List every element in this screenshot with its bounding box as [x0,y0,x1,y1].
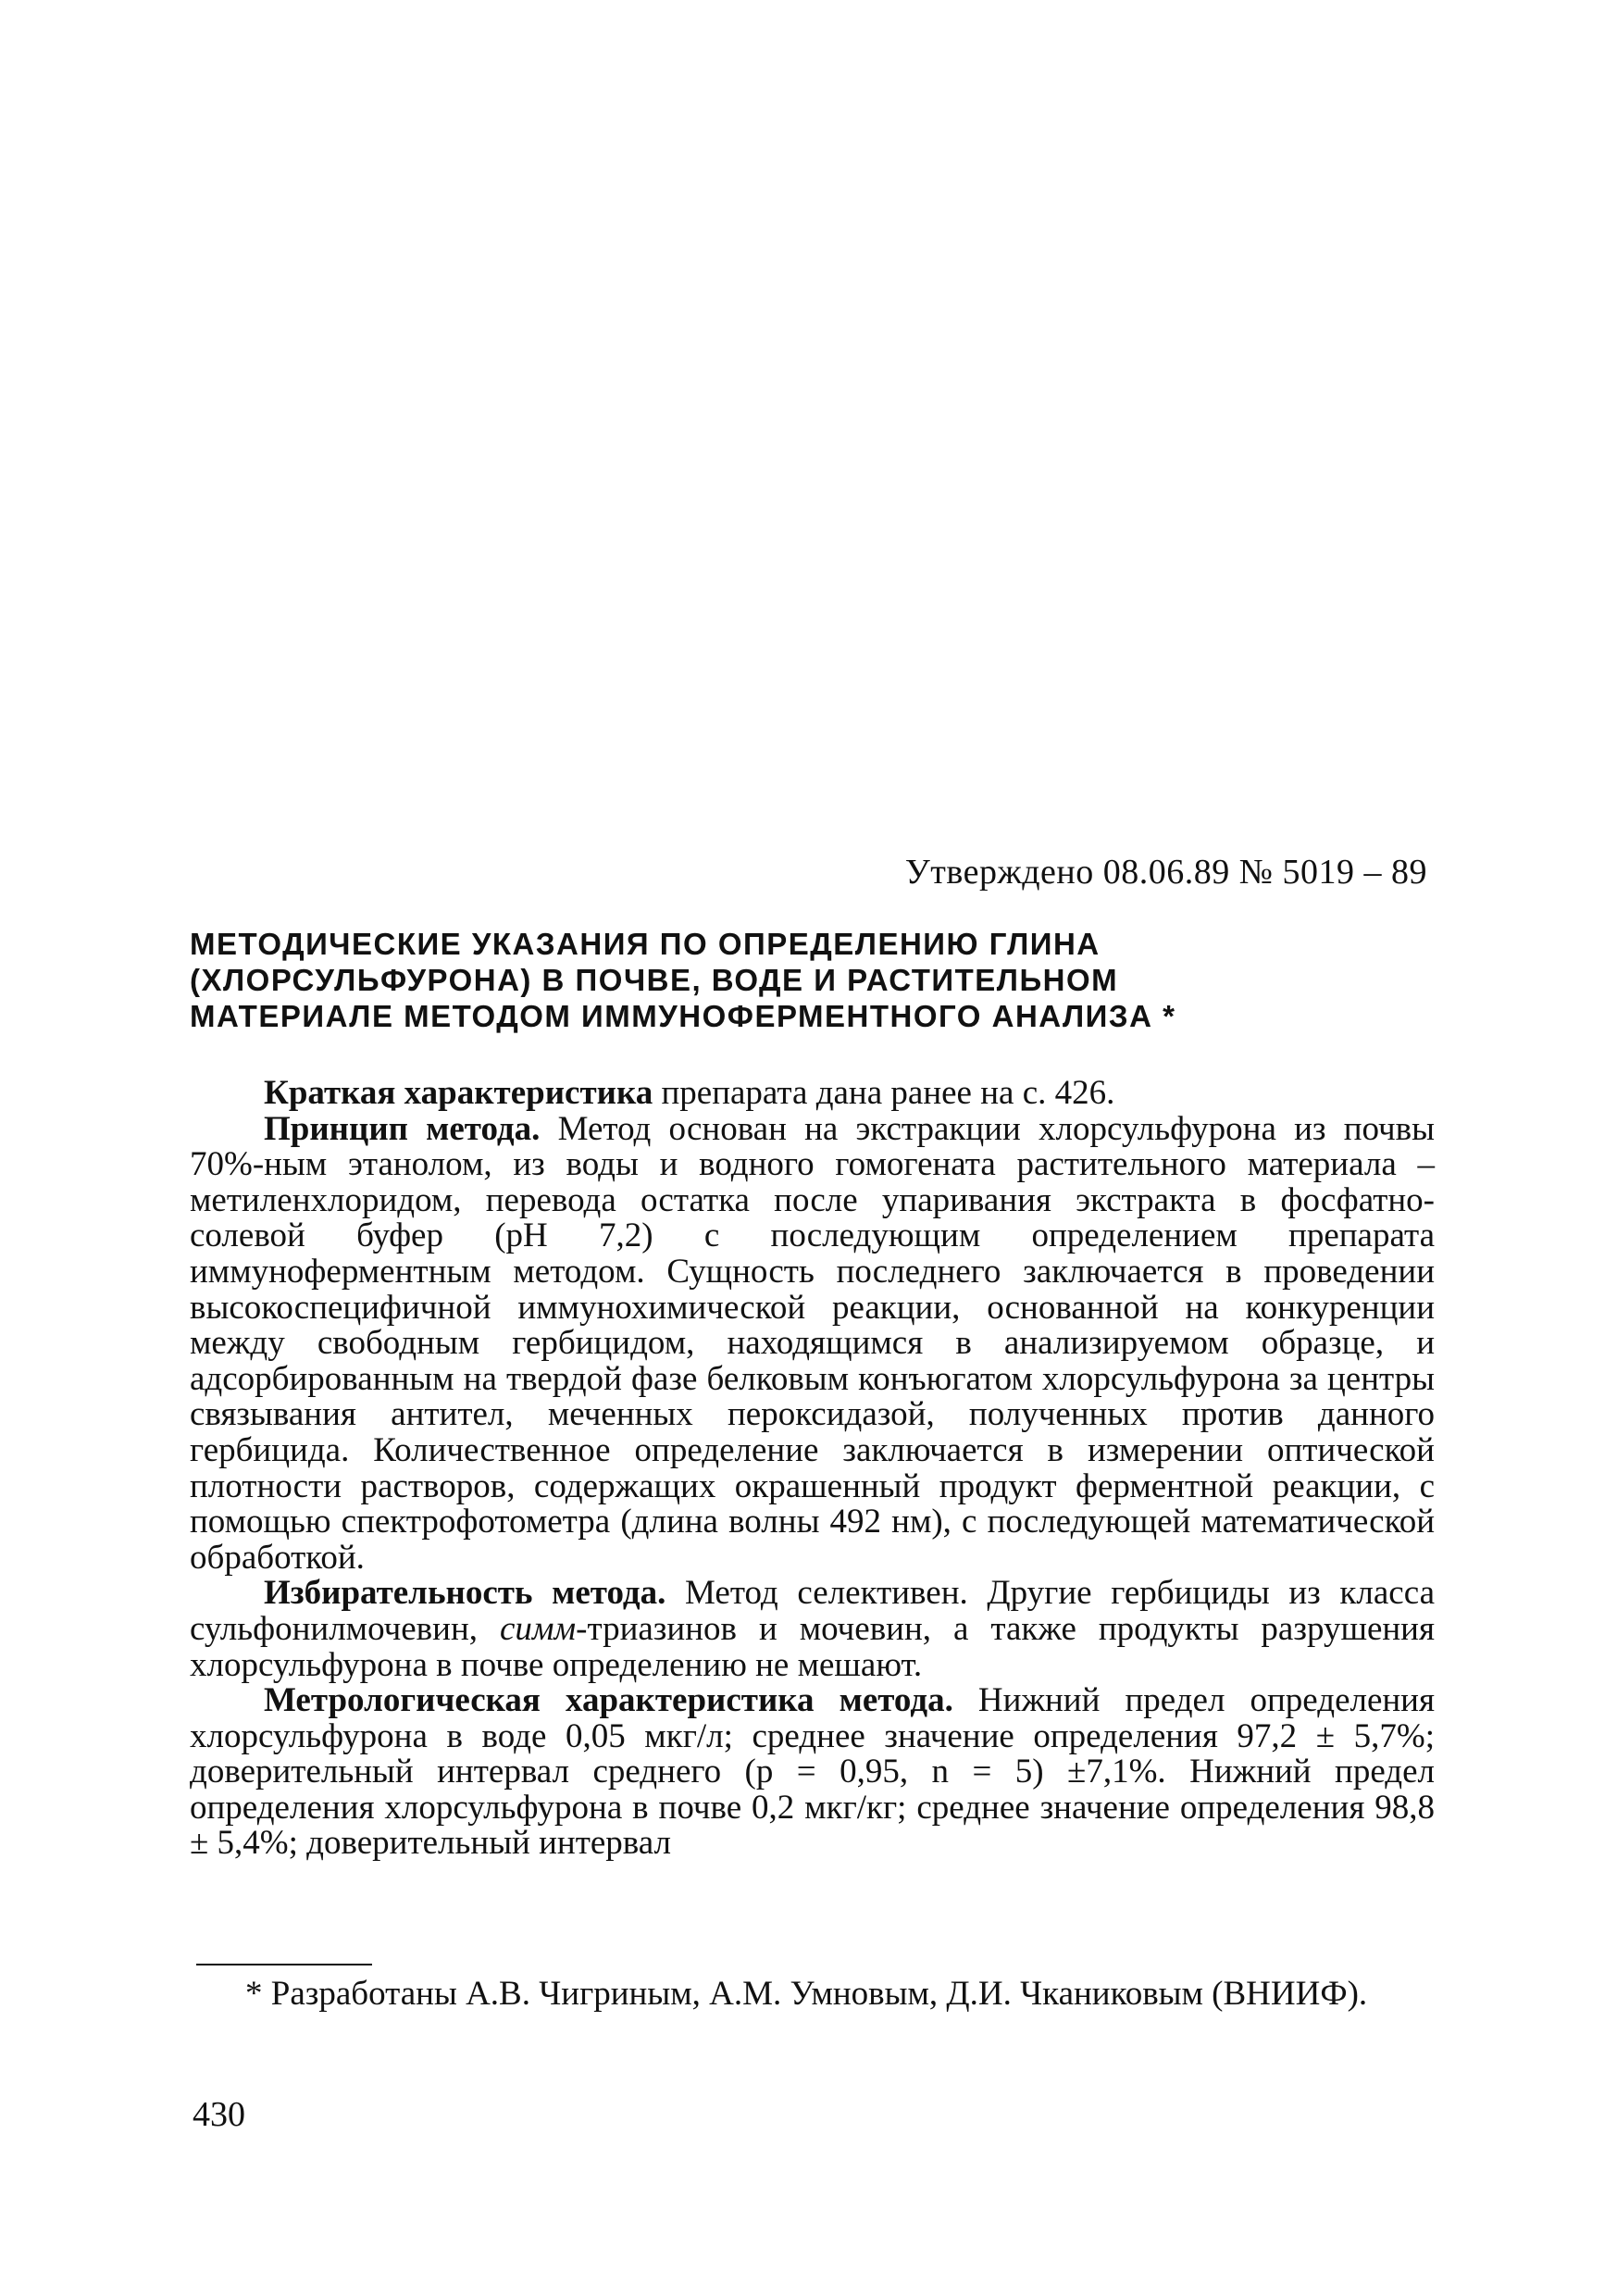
paragraph-text: Нижний предел определения хлорсульфурона в воде 0,05 мкг/л; среднее значение определения 97,2 ± 5,7%; доверительный интервал среднего (p = 0,95, n = 5) ±7,1%. Нижний предел определения хлорсульфурона в почве 0,2 мкг/кг; среднее значение определения 98,8 ± 5,4%; доверительный интервал [190,1681,1435,1863]
approval-line: Утверждено 08.06.89 № 5019 – 89 [904,853,1427,892]
title-line: (ХЛОРСУЛЬФУРОНА) В ПОЧВЕ, ВОДЕ И РАСТИТЕЛЬНОМ [190,963,1119,997]
page-number: 430 [193,2095,245,2134]
paragraph-text: -триазинов и мочевин, а также продукты разрушения хлорсульфурона в почве определению не мешают. [190,1609,1435,1684]
paragraph-metrology [190,1683,1435,1862]
paragraph-brief [190,1076,1435,1112]
italic-term: симм [499,1609,577,1648]
paragraph-heading: Избирательность метода. [264,1574,666,1613]
footnote: * Разработаны А.В. Чигриным, А.М. Умновым, Д.И. Чканиковым (ВНИИФ). [245,1975,1368,2013]
paragraph-selectivity [190,1576,1435,1683]
title-line: МАТЕРИАЛЕ МЕТОДОМ ИММУНОФЕРМЕНТНОГО АНАЛИЗА * [190,999,1176,1033]
paragraph-heading: Метрологическая характеристика метода. [264,1681,953,1720]
title-line: МЕТОДИЧЕСКИЕ УКАЗАНИЯ ПО ОПРЕДЕЛЕНИЮ ГЛИНА [190,927,1101,961]
paragraph-text: Метод селективен. Другие гербициды из класса сульфонилмочевин, [190,1574,1435,1648]
paragraph-text: препарата дана ранее на с. 426. [653,1074,1115,1112]
document-title [190,926,1439,1034]
paragraph-heading: Краткая характеристика [264,1074,653,1112]
footnote-divider [196,1964,372,1965]
paragraph-heading: Принцип метода. [264,1109,541,1148]
document-body [190,1076,1435,1862]
paragraph-text: Метод основан на экстракции хлорсульфурона из почвы 70%-ным этанолом, из воды и водного гомогената растительного материала – метиленхлоридом, перевода остатка после упаривания экстракта в фосфатно-солевой буфер (pH 7,2) с последующим определением препарата иммуноферментным методом. Сущность последнего заключается в проведении высокоспецифичной иммунохимической реакции, основанной на конкуренции между свободным гербицидом, находящимся в анализируемом образце, и адсорбированным на твердой фазе белковым конъюгатом хлорсульфурона за центры связывания антител, меченных пероксидазой, полученных против данного гербицида. Количественное определение заключается в измерении оптической плотности растворов, содержащих окрашенный продукт ферментной реакции, с помощью спектрофотометра (длина волны 492 нм), с последующей математической обработкой. [190,1109,1435,1577]
paragraph-principle [190,1109,1435,1577]
